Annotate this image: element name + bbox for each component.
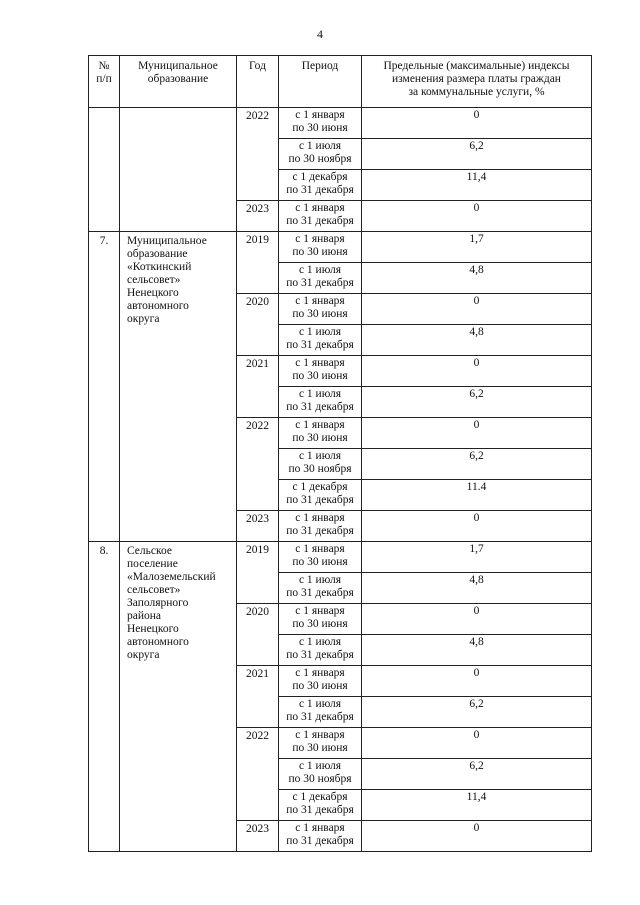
index-value: 0 [362,294,592,325]
municipality-name: Сельское поселение «Малоземельский сельсовет» Заполярного района Ненецкого автономного округа [120,542,237,852]
period-cell: с 1 января по 30 июня [279,542,362,573]
period-cell: с 1 декабря по 31 декабря [279,480,362,511]
year-cell: 2022 [237,108,279,201]
period-cell: с 1 января по 30 июня [279,604,362,635]
municipality-name: Муниципальное образование «Коткинский сельсовет» Ненецкого автономного округа [120,232,237,542]
index-value: 0 [362,356,592,387]
period-cell: с 1 января по 30 июня [279,666,362,697]
index-value: 0 [362,728,592,759]
header-year: Год [237,56,279,108]
period-cell: с 1 июля по 30 ноября [279,759,362,790]
table-header-row [89,56,592,108]
municipality-name [120,108,237,232]
index-value: 11.4 [362,480,592,511]
year-cell: 2022 [237,418,279,511]
period-cell: с 1 июля по 31 декабря [279,387,362,418]
period-cell: с 1 января по 31 декабря [279,511,362,542]
year-cell: 2019 [237,542,279,604]
index-value: 6,2 [362,139,592,170]
period-cell: с 1 января по 30 июня [279,108,362,139]
year-cell: 2023 [237,201,279,232]
index-value: 6,2 [362,387,592,418]
table-row [89,542,592,573]
tariff-index-table [88,55,592,852]
table-row [89,232,592,263]
index-value: 11,4 [362,170,592,201]
period-cell: с 1 июля по 30 ноября [279,139,362,170]
index-value: 6,2 [362,759,592,790]
index-value: 0 [362,108,592,139]
header-municipality: Муниципальное образование [120,56,237,108]
index-value: 6,2 [362,697,592,728]
period-cell: с 1 июля по 31 декабря [279,325,362,356]
index-value: 1,7 [362,232,592,263]
header-period: Период [279,56,362,108]
table-row [89,108,592,139]
period-cell: с 1 января по 30 июня [279,294,362,325]
index-value: 4,8 [362,573,592,604]
index-value: 4,8 [362,635,592,666]
index-value: 0 [362,418,592,449]
index-value: 0 [362,604,592,635]
table-body [89,108,592,852]
row-number [89,108,120,232]
year-cell: 2023 [237,511,279,542]
year-cell: 2020 [237,294,279,356]
period-cell: с 1 января по 30 июня [279,418,362,449]
index-value: 1,7 [362,542,592,573]
period-cell: с 1 июля по 31 декабря [279,573,362,604]
period-cell: с 1 июля по 31 декабря [279,635,362,666]
period-cell: с 1 декабря по 31 декабря [279,170,362,201]
page-number: 4 [317,27,323,41]
period-cell: с 1 января по 30 июня [279,232,362,263]
period-cell: с 1 января по 30 июня [279,356,362,387]
index-value: 0 [362,511,592,542]
year-cell: 2023 [237,821,279,852]
period-cell: с 1 января по 31 декабря [279,821,362,852]
period-cell: с 1 декабря по 31 декабря [279,790,362,821]
index-value: 4,8 [362,263,592,294]
year-cell: 2020 [237,604,279,666]
index-value: 11,4 [362,790,592,821]
period-cell: с 1 января по 30 июня [279,728,362,759]
index-value: 6,2 [362,449,592,480]
header-index: Предельные (максимальные) индексы изменения размера платы граждан за коммунальные услуги, % [362,56,592,108]
period-cell: с 1 января по 31 декабря [279,201,362,232]
row-number: 7. [89,232,120,542]
period-cell: с 1 июля по 31 декабря [279,263,362,294]
year-cell: 2021 [237,356,279,418]
index-value: 0 [362,666,592,697]
period-cell: с 1 июля по 31 декабря [279,697,362,728]
index-value: 4,8 [362,325,592,356]
year-cell: 2019 [237,232,279,294]
period-cell: с 1 июля по 30 ноября [279,449,362,480]
year-cell: 2021 [237,666,279,728]
index-value: 0 [362,821,592,852]
row-number: 8. [89,542,120,852]
year-cell: 2022 [237,728,279,821]
header-num: № п/п [89,56,120,108]
index-value: 0 [362,201,592,232]
